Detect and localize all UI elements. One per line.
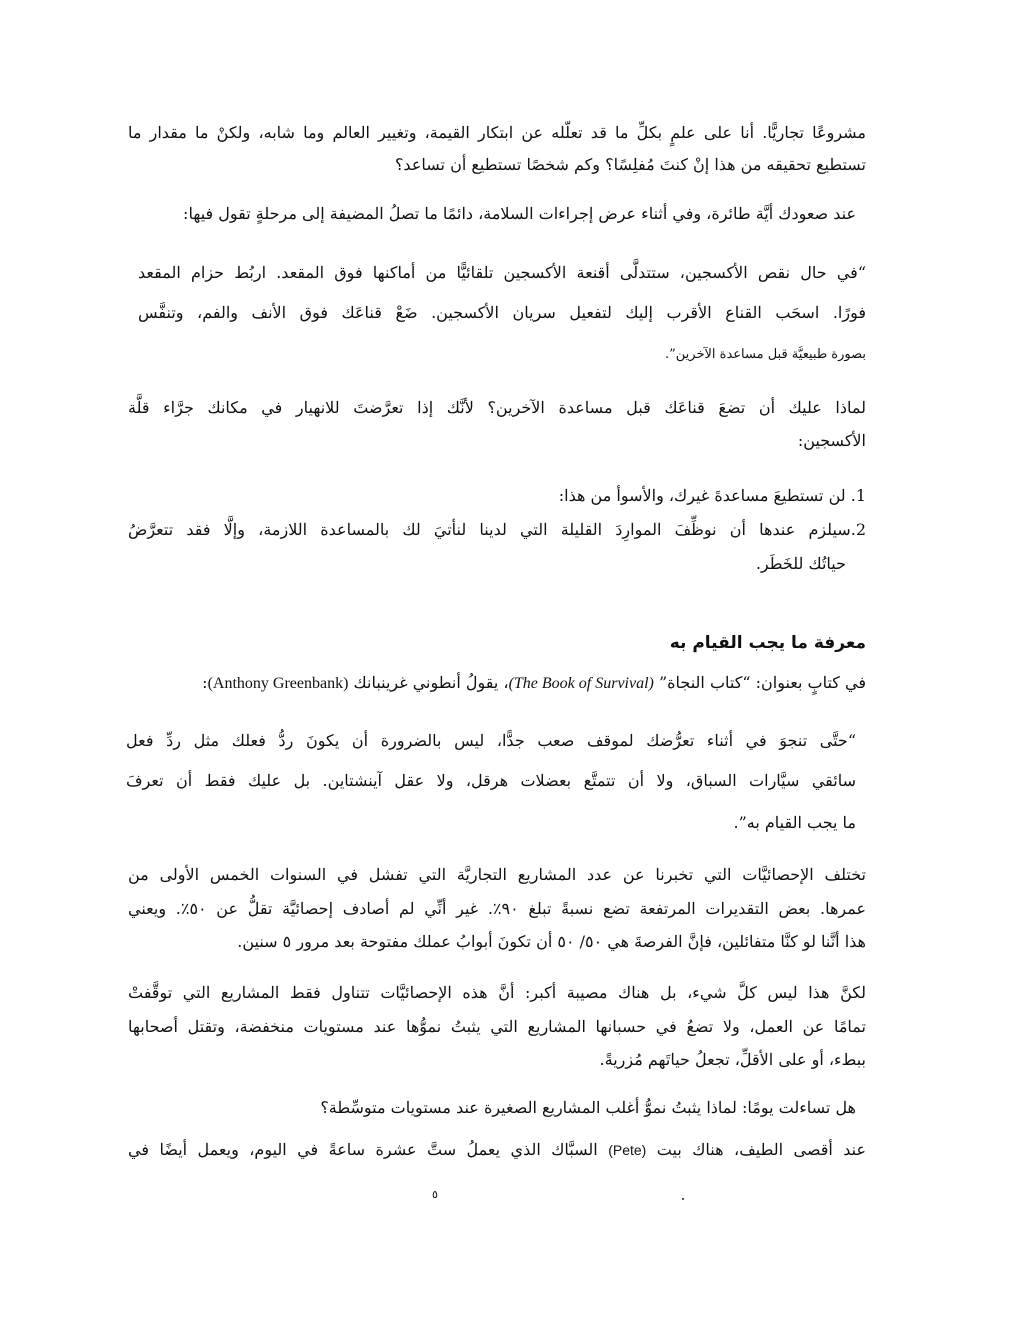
scan-mark	[682, 1198, 684, 1200]
list-item-2-line-2: حياتُك للخَطَر.	[755, 554, 846, 573]
author-name: (Anthony Greenbank)	[207, 675, 349, 692]
paragraph-1-line-1: مشروعًا تجاريًّا. أنا على علمٍ بكلِّ ما قد تعلّله عن ابتكار القيمة، وتغيير العالم وما شابه، ولكنْ ما مقدار ما	[128, 123, 866, 142]
quote-2-line-2: سائقي سيَّارات السباق، ولا أن تتمتَّع بعضلات هرقل، ولا عقل آينشتاين. بل عليك فقط أن تعرفَ	[126, 771, 856, 790]
page-number: ٥	[432, 1188, 438, 1201]
paragraph-1-line-2: تستطيع تحقيقه من هذا إنْ كنتَ مُفلِسًا؟ وكم شخصًا تستطيع أن تساعد؟	[394, 155, 866, 174]
quote-2-line-3: ما يجب القيام به”.	[733, 813, 856, 832]
list-text: لن تستطيعَ مساعدةَ غيرك، والأسوأ من هذا:	[558, 486, 846, 505]
paragraph-8-suffix: السبَّاك الذي يعملُ ستَّ عشرة ساعةً في اليوم، ويعمل أيضًا في	[128, 1140, 598, 1159]
paragraph-4-middle: ، يقولُ أنطوني غرينبانك	[353, 673, 509, 692]
list-item-1: 1. لن تستطيعَ مساعدةَ غيرك، والأسوأ من هذا:	[558, 486, 866, 505]
person-name: (Pete)	[608, 1142, 647, 1158]
quote-1-line-1: “في حال نقص الأكسجين، ستتدلَّى أقنعة الأكسجين تلقائيًّا من أماكنها فوق المقعد. اربُط حزام المقعد	[138, 263, 866, 282]
book-title: (The Book of Survival)	[508, 675, 654, 692]
list-text: سيلزم عندها أن نوظِّفَ الموارِدَ القليلة التي لدينا لنأتيَ لك بالمساعدة اللازمة، وإلَّا فقد تتعرَّضُ	[128, 520, 851, 539]
paragraph-4-prefix: في كتابٍ بعنوان: “كتاب النجاة”	[658, 673, 866, 692]
paragraph-3-line-1: لماذا عليك أن تضعَ قناعَك قبل مساعدة الآخرين؟ لأنَّك إذا تعرَّضتَ للانهيار في مكانك جرَّاء قلَّة	[128, 398, 866, 417]
paragraph-8	[128, 1135, 866, 1165]
list-item-2: 2.سيلزم عندها أن نوظِّفَ الموارِدَ القليلة التي لدينا لنأتيَ لك بالمساعدة اللازمة، وإلَّا فقد تتعرَّضُ	[128, 520, 866, 539]
section-heading: معرفة ما يجب القيام به	[669, 633, 866, 653]
paragraph-2: عند صعودك أيَّة طائرة، وفي أثناء عرض إجراءات السلامة، دائمًا ما تصلُ المضيفة إلى مرحلةٍ تقول فيها:	[183, 204, 856, 223]
list-number: 2	[855, 520, 866, 539]
paragraph-8-prefix: عند أقصى الطيف، هناك بيت	[656, 1140, 867, 1159]
quote-2-line-1: “حتَّى تنجوَ في أثناء تعرُّضك لموقف صعب جدًّا، ليس بالضرورة أن يكونَ ردُّ فعلك مثل ردِّ فعل	[126, 731, 856, 750]
paragraph-4	[202, 668, 866, 699]
list-number: 1	[855, 486, 866, 505]
paragraph-6-line-3: ببطء، أو على الأقلِّ، تجعلُ حياتَهم مُزريةً.	[599, 1050, 866, 1069]
paragraph-5-line-1: تختلف الإحصائيَّات التي تخبرنا عن عدد المشاريع التجاريَّة التي تفشل في السنوات الخمس الأولى من	[128, 865, 866, 884]
paragraph-6-line-1: لكنَّ هذا ليس كلَّ شيء، بل هناك مصيبة أكبر: أنَّ هذه الإحصائيَّات تتناول فقط المشاريع التي توقَّفتْ	[128, 983, 866, 1002]
paragraph-5-line-3: هذا أنَّنا لو كنَّا متفائلين، فإنَّ الفرصةَ هي ٥٠/ ٥٠ أن تكونَ أبوابُ عملك مفتوحة بعد مرور ٥ سنين.	[237, 932, 866, 951]
paragraph-3-line-2: الأكسجين:	[797, 431, 866, 450]
paragraph-6-line-2: تمامًا عن العمل، ولا تضعُ في حسبانها المشاريع التي يثبتُ نموُّها عند مستويات منخفضة، وتقتل أصحابها	[128, 1017, 866, 1036]
paragraph-4-suffix: :	[202, 673, 208, 692]
paragraph-5-line-2: عمرها. بعض التقديرات المرتفعة تضع نسبةً تبلغ ٩٠٪. غير أنِّي لم أصادف إحصائيَّة تقلُّ عن ٥٠٪. ويعني	[128, 899, 867, 918]
paragraph-7: هل تساءلت يومًا: لماذا يثبتُ نموُّ أغلب المشاريع الصغيرة عند مستويات متوسِّطة؟	[320, 1098, 856, 1117]
quote-1-line-2: فورًا. اسحَب القناع الأقرب إليك لتفعيل سريان الأكسجين. ضَعْ قناعَك فوق الأنف والفم، وتنفَّس	[138, 303, 867, 322]
quote-1-line-3: بصورة طبيعيَّة قبل مساعدة الآخرين”.	[664, 347, 866, 362]
